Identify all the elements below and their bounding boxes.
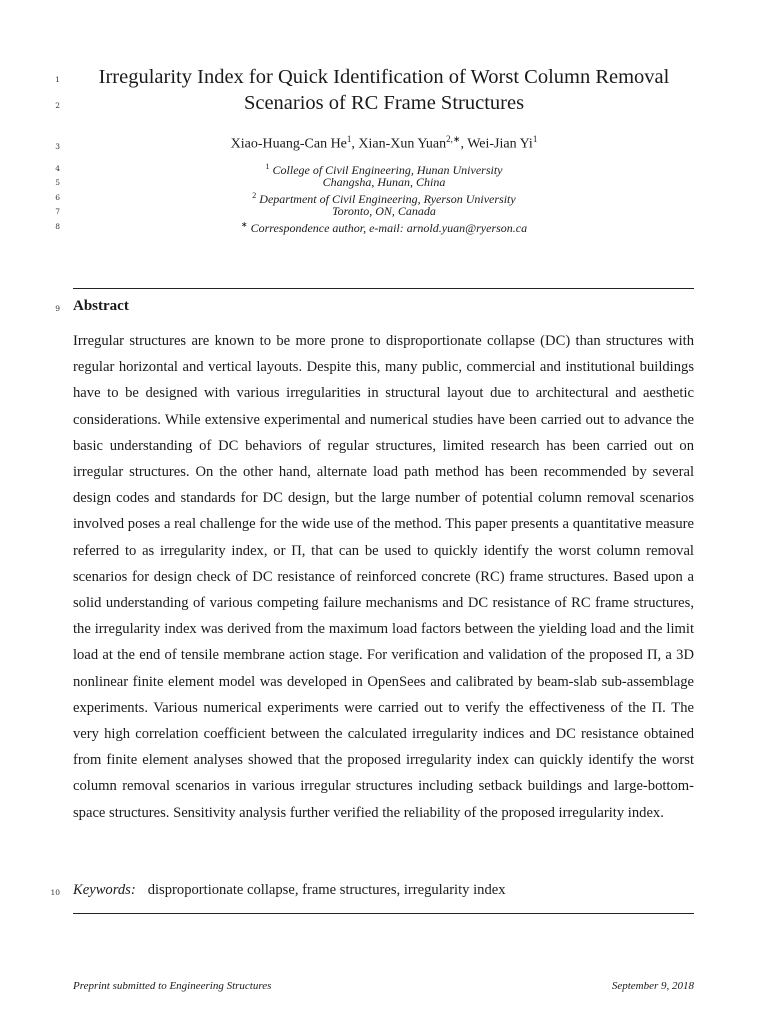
affiliation-line (70, 160, 698, 175)
author-affiliation-mark: 1 (532, 134, 538, 144)
affiliation-text: Department of Civil Engineering, Ryerson University (259, 192, 516, 206)
affiliation-text: Changsha, Hunan, China (322, 174, 446, 189)
keywords-text: disproportionate collapse, frame structures, irregularity index (147, 882, 506, 898)
title-line-1: Irregularity Index for Quick Identification of Worst Column Removal (98, 66, 670, 88)
top-rule (73, 288, 694, 289)
line-number: 4 (55, 164, 60, 173)
affiliation-line (70, 189, 698, 204)
author-separator: , (351, 136, 359, 152)
date-note: September 9, 2018 (611, 980, 694, 992)
affiliation-text: College of Civil Engineering, Hunan University (272, 163, 503, 177)
affiliation-mark: 2 (252, 191, 257, 200)
line-number: 7 (55, 207, 60, 216)
paper-title (70, 64, 698, 116)
author-separator: , (460, 136, 468, 152)
bottom-rule (73, 913, 694, 914)
line-number: 9 (55, 304, 60, 313)
abstract-body: Irregular structures are known to be more prone to disproportionate collapse (DC) than structures with regular horizontal and vertical layouts. Despite this, many public, commercial and institutional buildings have to be designed with various irregularities in structural layout due to architectural and aesthetic considerations. While extensive experimental and numerical studies have been carried out to advance the basic understanding of DC behaviors of regular structures, limited research has been carried out on irregular structures. On the other hand, alternate load path method has been recommended by several design codes and standards for DC design, but the large number of potential column removal scenarios involved poses a real challenge for the wide use of the method. This paper presents a quantitative measure referred to as irregularity index, or Π, that can be used to quickly identify the worst column removal scenarios for design check of DC resistance of reinforced concrete (RC) frame structures. Based upon a solid understanding of various competing failure mechanisms and DC resistance of RC frame structures, the irregularity index was derived from the maximum load factors between the yielding load and the limit load at the end of tensile membrane action stage. For verification and validation of the proposed Π, a 3D nonlinear finite element model was developed in OpenSees and calibrated by beam-slab sub-assemblage experiments. Various numerical experiments were carried out to verify the effectiveness of the Π. The very high correlation coefficient between the calculated irregularity indices and DC resistance obtained from finite element analyses showed that the proposed irregularity index can quickly identify the worst column removal scenarios in various irregular structures including setback buildings and large-bottom-space structures. Sensitivity analysis further verified the reliability of the proposed irregularity index. (73, 333, 694, 821)
author-affiliation-mark: 1 (346, 134, 352, 144)
author-affiliation-mark: 2,∗ (446, 134, 461, 144)
line-number: 10 (50, 888, 60, 897)
correspondence-text: Correspondence author, e-mail: arnold.yuan@ryerson.ca (250, 221, 528, 235)
author-list (70, 134, 698, 153)
line-number: 8 (55, 222, 60, 231)
line-number: 2 (55, 101, 60, 110)
affiliation-mark: 1 (265, 162, 270, 171)
line-number: 1 (55, 75, 60, 84)
author-name: Wei-Jian Yi (467, 136, 533, 152)
author-name: Xian-Xun Yuan (358, 136, 447, 152)
keywords-label: Keywords: (73, 882, 136, 898)
line-number: 6 (55, 193, 60, 202)
affiliations (70, 160, 698, 233)
affiliation-mark: ∗ (240, 220, 248, 229)
preprint-note: Preprint submitted to Engineering Structures (73, 980, 272, 992)
line-number: 3 (55, 142, 60, 151)
affiliation-line (70, 218, 698, 233)
author-name: Xiao-Huang-Can He (230, 136, 347, 152)
affiliation-line (70, 204, 698, 219)
title-line-2: Scenarios of RC Frame Structures (243, 92, 525, 114)
line-number: 5 (55, 178, 60, 187)
keywords-line (73, 882, 694, 899)
affiliation-text: Toronto, ON, Canada (332, 203, 436, 218)
affiliation-line (70, 175, 698, 190)
abstract-heading: Abstract (73, 298, 129, 314)
